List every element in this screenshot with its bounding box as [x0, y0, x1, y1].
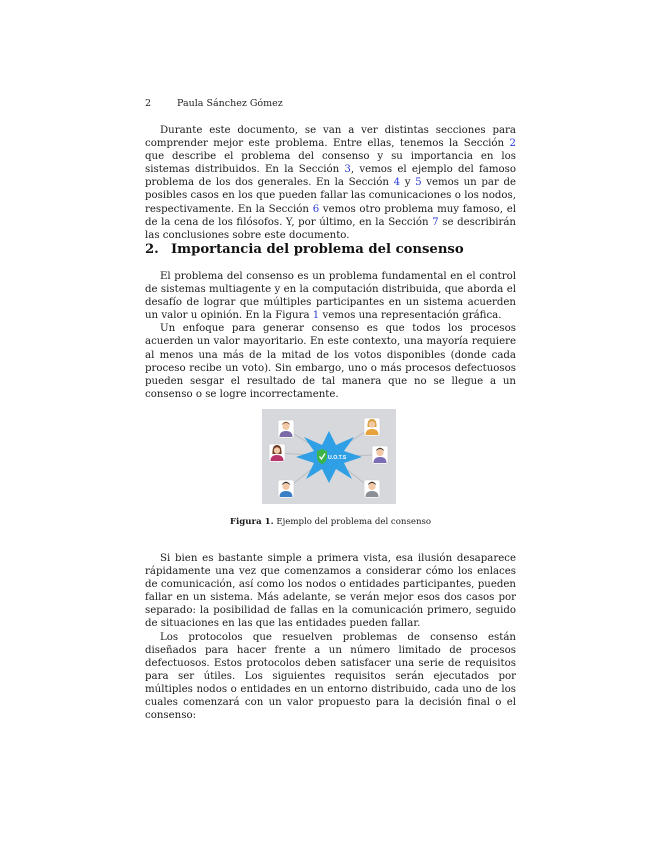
intro-text: , vemos el ejemplo del famoso problema de los dos generales. En la Sección: [145, 164, 516, 189]
page-number: 2: [145, 98, 152, 109]
section-title: Importancia del problema del consenso: [171, 242, 464, 257]
person-icon: [364, 418, 380, 436]
section-heading: [145, 242, 464, 257]
section-ref-link[interactable]: 2: [509, 138, 516, 150]
section-ref-link[interactable]: 7: [432, 216, 439, 228]
intro-text: que describe el problema del consenso y su importancia en los sistemas distribuidos. En la Sección: [145, 151, 516, 176]
section-body: [145, 270, 516, 401]
figure-caption: [145, 517, 516, 527]
person-icon: [278, 420, 294, 438]
intro-paragraph: [145, 124, 516, 242]
section-number: 2.: [145, 242, 159, 257]
figure-caption-label: Figura 1.: [229, 517, 274, 527]
paragraph-text: El problema del consenso es un problema fundamental en el control de sistemas multiagente y en la computación distribuida, que aborda el desafío de lograr que múltiples participantes en un sistema acuerden un valor u opinión. En la Figura: [145, 271, 516, 322]
figure-caption-text: Ejemplo del problema del consenso: [273, 517, 432, 527]
intro-text: Durante este documento, se van a ver distintas secciones para comprender mejor este problema. Entre ellas, tenemos la Sección: [145, 125, 516, 150]
intro-text: se describirán las conclusiones sobre este documento.: [145, 216, 516, 241]
person-icon: [372, 446, 388, 464]
person-icon: [278, 480, 294, 498]
figure-ref-link[interactable]: 1: [312, 310, 320, 322]
person-icon: [364, 480, 380, 498]
section-paragraph-1: [145, 270, 516, 322]
body-paragraph-2: Los protocolos que resuelven problemas de consenso están diseñados para hacer frente a un número limitado de procesos defectuosos. Estos protocolos deben satisfacer una serie de requisitos para ser útiles. Los siguientes requisitos serán ejecutados por múltiples nodos o entidades en un entorno distribuido, cada uno de los cuales comenzará con un valor propuesto para la decisión final o el consenso:: [145, 631, 516, 722]
intro-text: vemos un par de posibles casos en los que pueden fallar las comunicaciones o los nodos, respectivamente. En la Sección: [145, 177, 516, 215]
consensus-figure: [262, 409, 396, 504]
body-after-figure: [145, 552, 516, 722]
figure-center-label: U.O.T.S: [328, 455, 347, 461]
section-ref-link[interactable]: 6: [312, 203, 320, 215]
intro-text: vemos otro problema muy famoso, el de la cena de los filósofos. Y, por último, en la Sección: [145, 203, 516, 228]
intro-text: y: [400, 177, 416, 189]
intro-paragraph-block: [145, 124, 516, 242]
running-header: [145, 98, 283, 109]
paragraph-text: vemos una representación gráfica.: [319, 310, 502, 322]
section-ref-link[interactable]: 3: [344, 164, 351, 176]
body-paragraph-1: Si bien es bastante simple a primera vista, esa ilusión desaparece rápidamente una vez que comenzamos a considerar cómo los enlaces de comunicación, así como los nodos o entidades participantes, pueden fallar en un sistema. Más adelante, se verán mejor esos dos casos por separado: la posibilidad de fallas en la comunicación primero, seguido de situaciones en las que las entidades pueden fallar.: [145, 553, 516, 630]
section-ref-link[interactable]: 5: [415, 177, 422, 189]
person-icon: [269, 444, 285, 462]
section-ref-link[interactable]: 4: [393, 177, 401, 189]
section-paragraph-2: Un enfoque para generar consenso es que todos los procesos acuerden un valor mayoritario. En este contexto, una mayoría requiere al menos una más de la mitad de los votos disponibles (donde cada proceso recibe un voto). Sin embargo, uno o más procesos defectuosos pueden sesgar el resultado de tal manera que no se llegue a un consenso o se logre incorrectamente.: [145, 323, 516, 400]
running-author: Paula Sánchez Gómez: [177, 98, 283, 109]
